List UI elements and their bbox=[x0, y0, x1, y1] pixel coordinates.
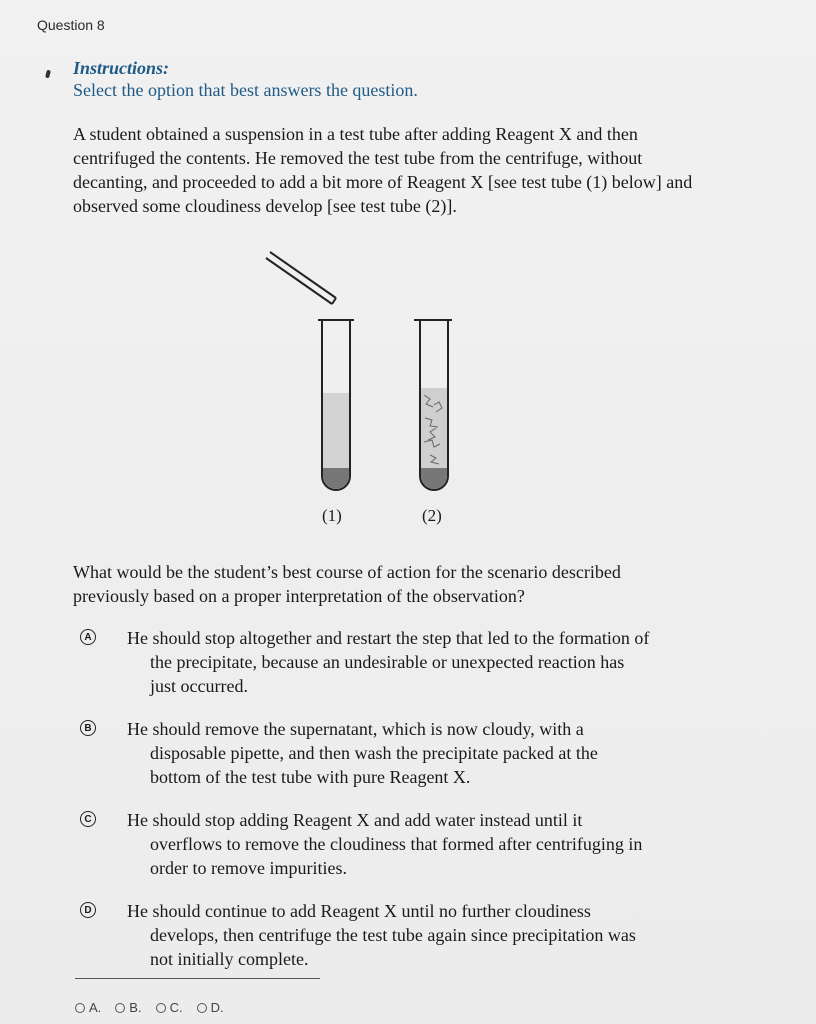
option-b-marker: B bbox=[80, 720, 96, 736]
radio-icon[interactable] bbox=[115, 1003, 125, 1013]
answer-choice-d-label: D. bbox=[210, 1000, 224, 1015]
option-c-text: He should stop adding Reagent X and add water instead until it overflows to remove the cloudiness that formed after centrifuging in order to remove impurities. bbox=[127, 810, 643, 878]
answer-choice-b[interactable] bbox=[115, 1000, 141, 1015]
answer-choice-b-label: B. bbox=[129, 1000, 142, 1015]
answer-choice-d[interactable] bbox=[197, 1000, 224, 1015]
question-header: Question 8 bbox=[37, 17, 105, 33]
instructions-title: Instructions: bbox=[73, 58, 170, 78]
divider bbox=[75, 978, 320, 979]
radio-icon[interactable] bbox=[156, 1003, 166, 1013]
option-c-marker: C bbox=[80, 811, 96, 827]
question-prompt: What would be the student’s best course of action for the scenario described previously based on a proper interpretation of the observation? bbox=[73, 562, 621, 606]
tube-1-label: (1) bbox=[322, 506, 342, 525]
answer-choice-c-label: C. bbox=[169, 1000, 183, 1015]
answer-choice-c[interactable] bbox=[156, 1000, 183, 1015]
radio-icon[interactable] bbox=[75, 1003, 85, 1013]
option-b-text: He should remove the supernatant, which is now cloudy, with a disposable pipette, and then wash the precipitate packed at the bottom of the test tube with pure Reagent X. bbox=[127, 719, 598, 787]
pipette-icon bbox=[266, 252, 336, 304]
option-d-text: He should continue to add Reagent X until no further cloudiness develops, then centrifuge the test tube again since precipitation was not initially complete. bbox=[127, 901, 636, 969]
option-d-marker: D bbox=[80, 902, 96, 918]
answer-choices bbox=[75, 1000, 224, 1015]
test-tube-2-icon bbox=[414, 320, 452, 490]
answer-choice-a-label: A. bbox=[89, 1000, 102, 1015]
instructions-text: Select the option that best answers the question. bbox=[73, 80, 418, 100]
option-a-text: He should stop altogether and restart the step that led to the formation of the precipitate, because an undesirable or unexpected reaction has just occurred. bbox=[127, 628, 650, 696]
question-passage: A student obtained a suspension in a test tube after adding Reagent X and then centrifuged the contents. He removed the test tube from the centrifuge, without decanting, and proceeded to add a bit more of Reagent X [see test tube (1) below] and observed some cloudiness develop [see test tube (2)]. bbox=[73, 124, 693, 216]
option-a-marker: A bbox=[80, 629, 96, 645]
answer-choice-a[interactable] bbox=[75, 1000, 101, 1015]
radio-icon[interactable] bbox=[197, 1003, 207, 1013]
test-tube-1-icon bbox=[318, 320, 354, 490]
tube-2-label: (2) bbox=[422, 506, 442, 525]
bullet-icon bbox=[45, 70, 51, 79]
